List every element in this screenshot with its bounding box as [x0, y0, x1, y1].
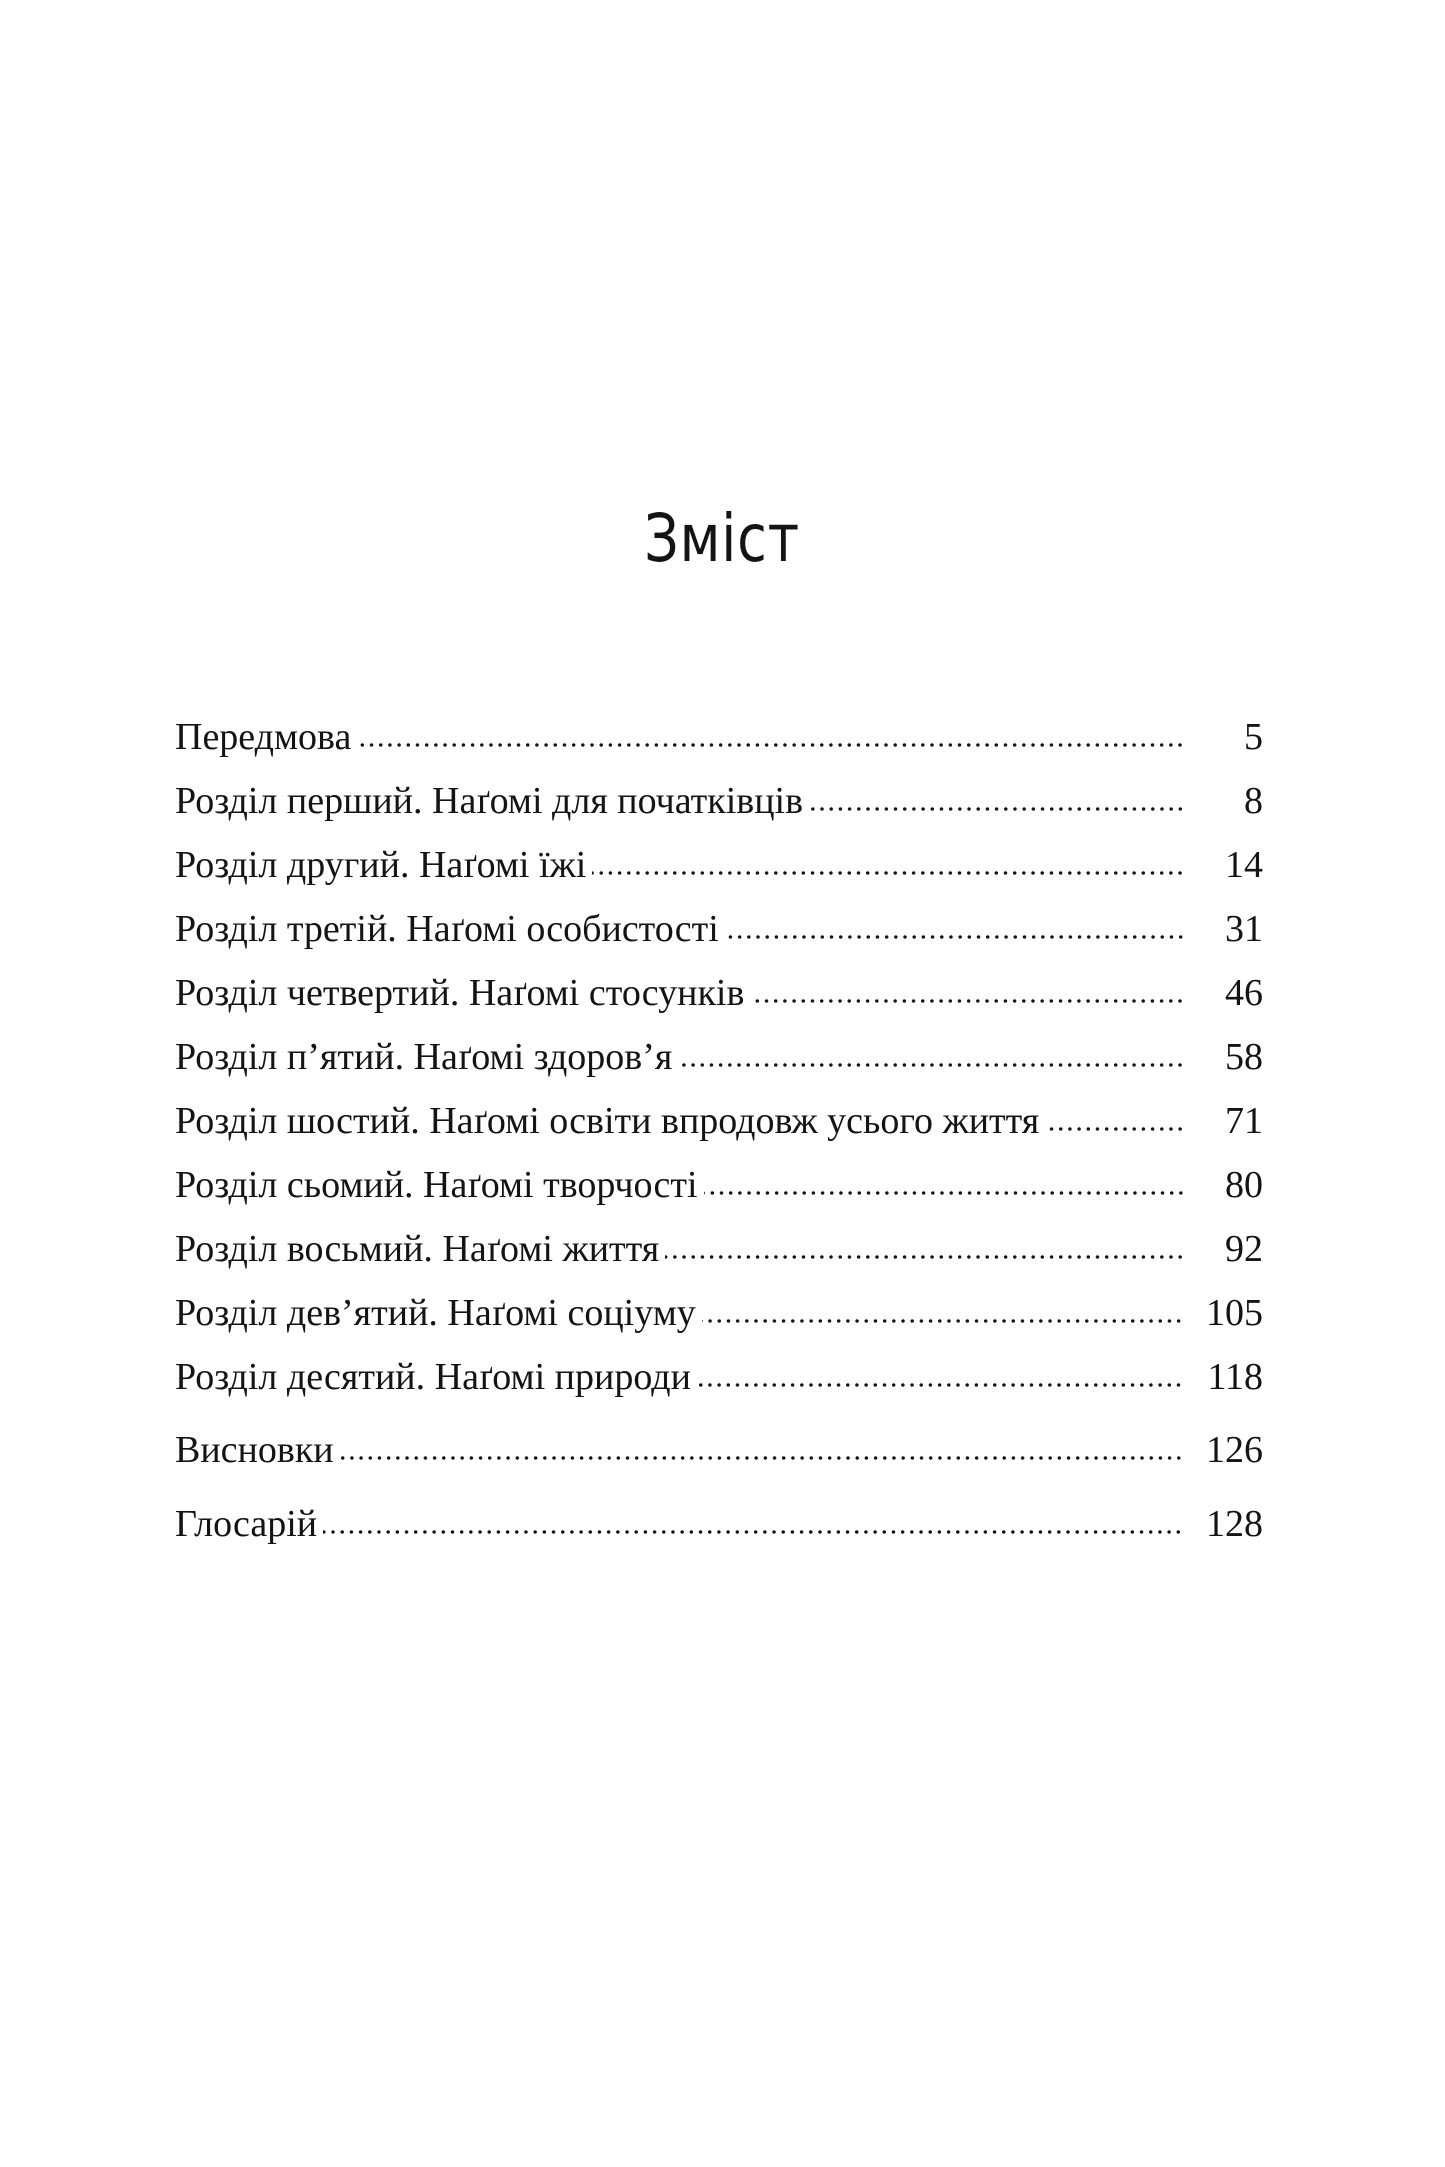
toc-entry-page: 14 — [1225, 844, 1263, 886]
toc-entry-chapter-9[interactable] — [175, 1288, 1263, 1338]
toc-entry-label: Розділ шостий. Наґомі освіти впродовж усього життя — [175, 1100, 1040, 1142]
toc-entry-page: 58 — [1225, 1036, 1263, 1078]
toc-entry-glossary[interactable] — [175, 1499, 1263, 1549]
toc-entry-label: Розділ десятий. Наґомі природи — [175, 1356, 691, 1398]
toc-entry-page: 126 — [1206, 1429, 1263, 1471]
toc-entry-page: 105 — [1206, 1292, 1263, 1334]
toc-entry-label: Розділ четвертий. Наґомі стосунків — [175, 972, 745, 1014]
toc-entry-page: 80 — [1225, 1164, 1263, 1206]
toc-entry-page: 46 — [1225, 972, 1263, 1014]
toc-entry-label: Розділ перший. Наґомі для початківців — [175, 780, 804, 822]
toc-entry-preface[interactable] — [175, 712, 1263, 762]
toc-entry-chapter-3[interactable] — [175, 904, 1263, 954]
toc-entry-page: 5 — [1244, 716, 1263, 758]
toc-entry-page: 71 — [1225, 1100, 1263, 1142]
toc-entry-label: Передмова — [175, 716, 352, 758]
toc-entry-label: Розділ третій. Наґомі особистості — [175, 908, 719, 950]
toc-entry-page: 118 — [1207, 1356, 1263, 1398]
toc-entry-label: Розділ п’ятий. Наґомі здоров’я — [175, 1036, 673, 1078]
toc-entry-page: 92 — [1225, 1228, 1263, 1270]
toc-entry-label: Розділ сьомий. Наґомі творчості — [175, 1164, 698, 1206]
toc-entry-label: Висновки — [175, 1429, 334, 1471]
toc-entry-conclusions[interactable] — [175, 1425, 1263, 1475]
toc-entry-chapter-10[interactable] — [175, 1352, 1263, 1402]
toc-entry-page: 31 — [1225, 908, 1263, 950]
toc-entry-chapter-8[interactable] — [175, 1224, 1263, 1274]
toc-entry-label: Глосарій — [175, 1503, 318, 1545]
dot-leader — [704, 1189, 1185, 1197]
dot-leader — [697, 1381, 1183, 1389]
page-title: Зміст — [644, 500, 801, 577]
toc-entry-chapter-6[interactable] — [175, 1096, 1263, 1146]
dot-leader — [357, 741, 1185, 749]
toc-entry-page: 8 — [1244, 780, 1263, 822]
dot-leader — [678, 1061, 1185, 1069]
toc-entry-page: 128 — [1206, 1503, 1263, 1545]
toc-entry-label: Розділ восьмий. Наґомі життя — [175, 1228, 660, 1270]
dot-leader — [323, 1528, 1183, 1536]
dot-leader — [702, 1317, 1183, 1325]
toc-entry-chapter-4[interactable] — [175, 968, 1263, 1018]
dot-leader — [1045, 1125, 1185, 1133]
dot-leader — [750, 997, 1185, 1005]
toc-entry-chapter-7[interactable] — [175, 1160, 1263, 1210]
dot-leader — [665, 1253, 1185, 1261]
toc-entry-label: Розділ другий. Наґомі їжі — [175, 844, 587, 886]
toc-entry-chapter-1[interactable] — [175, 776, 1263, 826]
dot-leader — [809, 805, 1185, 813]
dot-leader — [725, 933, 1185, 941]
dot-leader — [592, 869, 1185, 877]
toc-entry-chapter-5[interactable] — [175, 1032, 1263, 1082]
toc-entry-chapter-2[interactable] — [175, 840, 1263, 890]
toc-entry-label: Розділ дев’ятий. Наґомі соціуму — [175, 1292, 696, 1334]
dot-leader — [340, 1454, 1183, 1462]
